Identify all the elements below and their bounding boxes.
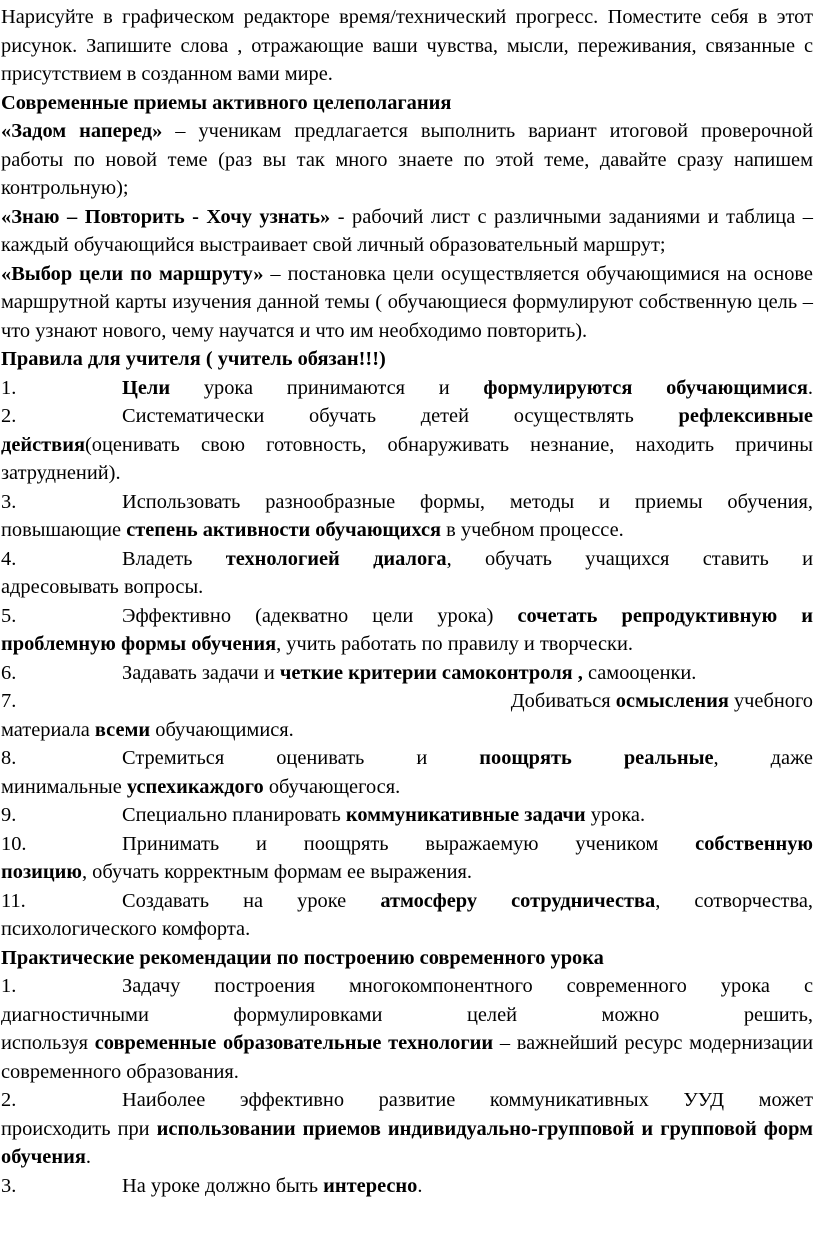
rule-text: Использовать разнообразные формы, методы и приемы обучения, [122,490,813,513]
technique-text: - рабочий лист с различными заданиями и таблица – каждый обучающийся выстраивает свой личный образовательный маршрут; [1,205,813,256]
rule-continuation: психологического комфорта. [1,918,251,940]
rule-number: 6. [1,661,17,684]
rule-text: Добиваться осмысления учебного [510,690,813,712]
rule-continuation: минимальные успехикаждого обучающегося. [1,775,401,798]
rule-number: 11. [1,889,26,912]
rule-text: Специально планировать коммуникативные задачи урока. [122,804,646,826]
technique-title: «Знаю – Повторить - Хочу узнать» [1,205,331,228]
rule-number: 4. [1,547,17,570]
recommendation-continuation: диагностичными формулировками целей можно решить, [1,1003,813,1026]
rule-number: 7. [1,690,17,712]
rule-item [1,402,813,431]
rule-number: 3. [1,490,17,513]
rule-item [1,545,813,574]
rule-number: 9. [1,804,17,826]
rule-item [1,374,813,403]
rule-item [1,488,813,517]
rule-continuation: действия(оценивать свою готовность, обнаруживать незнание, находить причины затруднений). [1,433,813,484]
rule-number: 8. [1,747,17,769]
rule-number: 1. [1,376,17,399]
recommendation-text: На уроке должно быть интересно. [122,1174,423,1197]
recommendation-item [1,1172,813,1201]
rule-text: Цели урока принимаются и формулируются обучающимися. [122,376,813,399]
rule-number: 5. [1,604,17,627]
rule-text: Принимать и поощрять выражаемую учеником собственную [122,832,813,855]
technique-know-repeat-learn [1,203,813,260]
rule-number: 2. [1,405,17,427]
rule-continuation: материала всеми обучающимися. [1,718,294,741]
rule-text: Стремиться оценивать и поощрять реальные, даже [122,747,813,769]
rule-item [1,887,813,916]
recommendation-item [1,972,813,1001]
recommendation-number: 2. [1,1089,17,1111]
intro-paragraph: Нарисуйте в графическом редакторе время/технический прогресс. Поместите себя в этот рисунок. Запишите слова , отражающие ваши чувства, мысли, переживания, связанные с присутствием в созданном вами мире. [1,6,813,85]
technique-text: – ученикам предлагается выполнить вариант итоговой проверочной работы по новой теме (раз вы так много знаете по этой теме, давайте сразу напишем контрольную); [1,120,813,199]
rule-text: Владеть технологией диалога, обучать учащихся ставить и [122,547,813,570]
recommendation-text: Задачу построения многокомпонентного современного урока с [122,975,813,997]
rule-item [1,687,813,716]
technique-title: «Выбор цели по маршруту» [1,262,264,285]
rule-continuation: позицию, обучать корректным формам ее выражения. [1,861,472,883]
recommendation-number: 3. [1,1174,17,1197]
recommendation-item [1,1086,813,1115]
section-heading-teacher-rules: Правила для учителя ( учитель обязан!!!) [1,348,386,370]
rule-item [1,602,813,631]
rule-text: Эффективно (адекватно цели урока) сочетать репродуктивную и [122,604,813,627]
rule-continuation: проблемную формы обучения, учить работать по правилу и творчески. [1,633,633,655]
section-heading-goal-setting: Современные приемы активного целеполагания [1,91,452,114]
recommendation-continuation: используя современные образовательные технологии – важнейший ресурс модернизации современного образования. [1,1032,813,1083]
rule-item [1,744,813,773]
technique-text: – постановка цели осуществляется обучающимися на основе маршрутной карты изучения данной темы ( обучающиеся формулируют собственную цель – что узнают нового, чему научатся и что им необходимо повторить). [1,262,813,342]
recommendation-number: 1. [1,975,17,997]
rule-continuation: повышающие степень активности обучающихся в учебном процессе. [1,519,624,541]
technique-title: «Задом наперед» [1,120,163,142]
rule-item [1,659,813,688]
rule-text: Создавать на уроке атмосферу сотрудничества, сотворчества, [122,889,813,912]
recommendation-text: Наиболее эффективно развитие коммуникативных УУД может [122,1089,813,1111]
rule-text: Задавать задачи и четкие критерии самоконтроля , самооценки. [122,661,697,684]
section-heading-recommendations: Практические рекомендации по построению современного урока [1,946,604,969]
rule-item [1,801,813,830]
technique-route-goal [1,260,813,346]
technique-backwards [1,117,813,203]
rule-item [1,830,813,859]
rule-text: Систематически обучать детей осуществлять рефлексивные [122,405,813,427]
rule-continuation: адресовывать вопросы. [1,576,204,598]
rule-number: 10. [1,832,27,855]
recommendation-continuation: происходить при использовании приемов индивидуально-групповой и групповой форм обучения. [1,1117,814,1168]
